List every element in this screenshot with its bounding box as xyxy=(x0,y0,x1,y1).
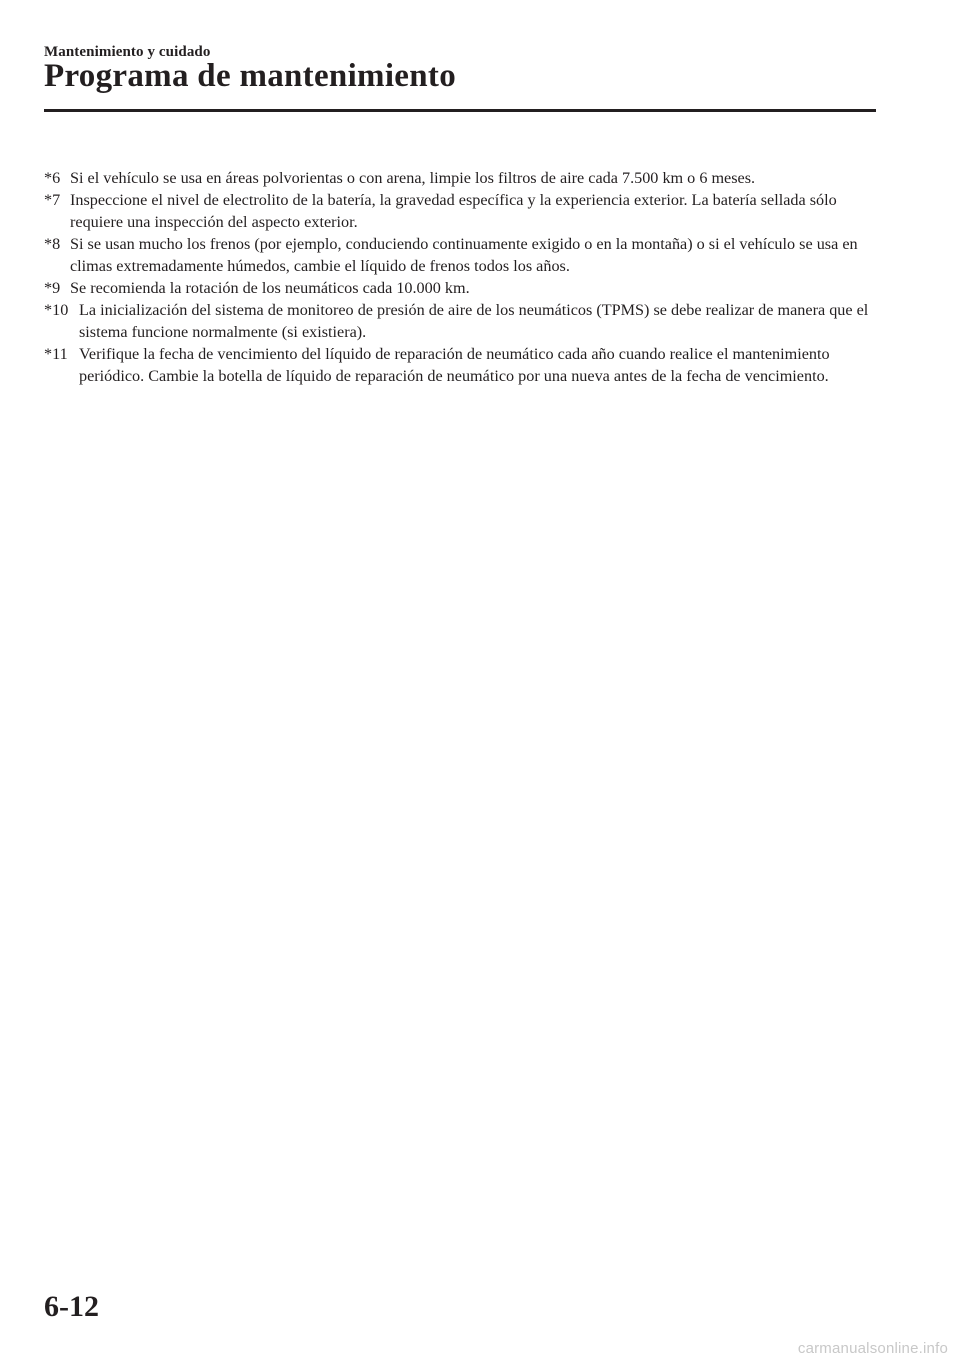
footnote-8 xyxy=(44,233,884,277)
footnote-marker: *7 xyxy=(44,191,61,209)
footnote-6 xyxy=(44,167,884,189)
footnote-text: La inicialización del sistema de monitoreo de presión de aire de los neumáticos (TPMS) se debe realizar de manera que el sistema funcione normalmente (si existiera). xyxy=(79,301,869,341)
watermark: carmanualsonline.info xyxy=(797,1340,948,1357)
footnote-text: Se recomienda la rotación de los neumáticos cada 10.000 km. xyxy=(70,279,470,297)
page-title: Programa de mantenimiento xyxy=(44,58,456,94)
footnote-marker: *6 xyxy=(44,169,61,187)
footnote-marker: *11 xyxy=(44,345,68,363)
footnote-marker: *9 xyxy=(44,279,61,297)
footnote-text: Si el vehículo se usa en áreas polvorientas o con arena, limpie los filtros de aire cada 7.500 km o 6 meses. xyxy=(70,169,756,187)
footnote-marker: *10 xyxy=(44,301,69,319)
footnote-text: Verifique la fecha de vencimiento del líquido de reparación de neumático cada año cuando realice el mantenimiento periódico. Cambie la botella de líquido de reparación de neumático por una nueva antes de la fecha de vencimiento. xyxy=(79,345,830,385)
page-number: 6-12 xyxy=(44,1290,99,1323)
footnote-text: Si se usan mucho los frenos (por ejemplo, conduciendo continuamente exigido o en la montaña) o si el vehículo se usa en climas extremadamente húmedos, cambie el líquido de frenos todos los años. xyxy=(70,235,858,275)
footnote-list xyxy=(44,167,884,387)
title-divider xyxy=(44,109,876,112)
footnote-text: Inspeccione el nivel de electrolito de la batería, la gravedad específica y la experiencia exterior. La batería sellada sólo requiere una inspección del aspecto exterior. xyxy=(70,191,837,231)
section-label: Mantenimiento y cuidado xyxy=(44,44,211,60)
footnote-7 xyxy=(44,189,884,233)
footnote-9 xyxy=(44,277,884,299)
footnote-marker: *8 xyxy=(44,235,61,253)
footnote-10 xyxy=(44,299,884,343)
footnote-11 xyxy=(44,343,884,387)
